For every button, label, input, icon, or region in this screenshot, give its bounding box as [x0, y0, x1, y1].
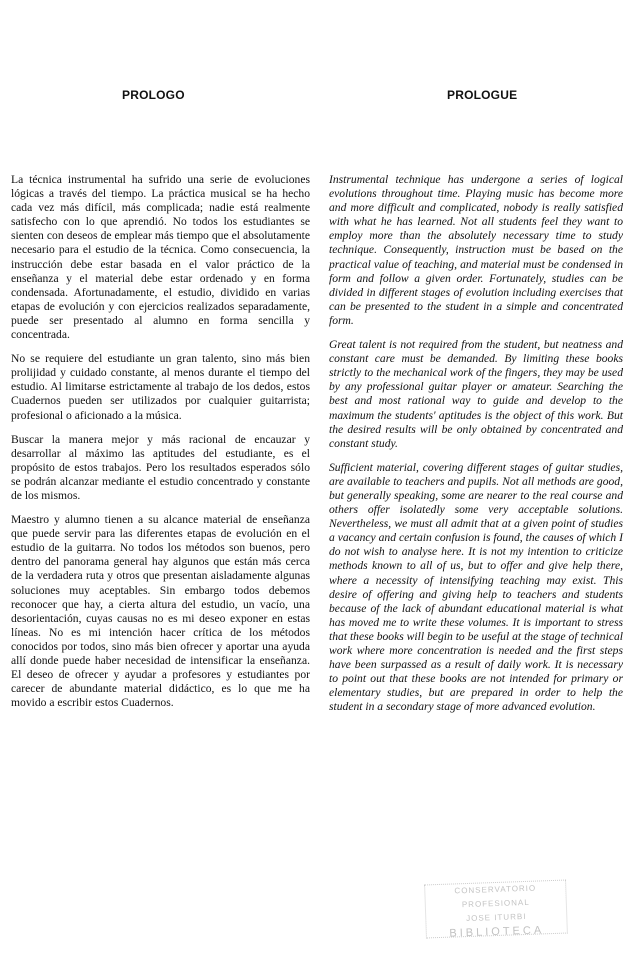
spanish-column	[11, 173, 310, 720]
library-stamp	[424, 880, 568, 939]
spanish-paragraph: Buscar la manera mejor y más racional de encauzar y desarrollar al máximo las aptitudes del estudiante, es el propósito de estos trabajos. Pero los resultados esperados sólo se podrán alcanzar mediante el estudio concentrado y constante de los mismos.	[11, 432, 310, 502]
stamp-line: BIBLIOTECA	[449, 924, 545, 940]
stamp-line: CONSERVATORIO PROFESIONAL	[454, 883, 537, 910]
spanish-heading: PROLOGO	[122, 88, 185, 102]
spanish-paragraph: La técnica instrumental ha sufrido una serie de evoluciones lógicas a través del tiempo. La práctica musical se ha hecho cada vez más difícil, más complicada; nadie está realmente satisfecho con lo que aprendió. No todos los estudiantes se sienten con deseos de emplear más tiempo que el absolutamente necesario para el estudio de la técnica. Como consecuencia, la instrucción debe estar basada en el valor práctico de la enseñanza y el material debe estar ordenado y en forma condensada. Afortunadamente, el estudio, dividido en varias etapas de evolución y con ejercicios realizados separadamente, puede ser presentado al alumno en forma sencilla y concentrada.	[11, 173, 310, 342]
english-column	[329, 173, 623, 724]
english-paragraph: Great talent is not required from the student, but neatness and constant care must be demanded. By limiting these books strictly to the mechanical work of the fingers, they may be used by any professional guitar player or amateur. Searching the best and most rational way to guide and develop to the maximum the students' aptitudes is the object of this work. But the desired results will be only obtained by concentrated and constant study.	[329, 338, 623, 450]
english-paragraph: Sufficient material, covering different stages of guitar studies, are available to teachers and pupils. Not all methods are good, but generally speaking, some are nearer to the real course and others offer isolatedly some very acceptable solutions. Nevertheless, we must all admit that at a given point of studies a vacancy and certain confusion is found, the causes of which I do not wish to analyse here. It is not my intention to criticize methods known to all of us, but to offer and give help there, where a necessity of intensifying teaching may exist. This desire of offering and giving help to teachers and students because of the lack of abundant educational material is what has moved me to write these volumes. It is important to stress that these books will begin to be useful at the stage of technical work where more concentration is needed and the first steps have been surpassed as a result of daily work. It is necessary to point out that these books are not intended for primary or elementary studies, but are prepared in order to help the student in a secondary stage of more advanced evolution.	[329, 460, 623, 714]
stamp-line: JOSE ITURBI	[465, 911, 527, 924]
english-heading: PROLOGUE	[447, 88, 518, 102]
spanish-paragraph: No se requiere del estudiante un gran talento, sino más bien prolijidad y cuidado constante, al menos durante el tiempo del estudio. Al limitarse estrictamente al trabajo de los dedos, estos Cuadernos pueden ser utilizados por cualquier guitarrista; profesional o aficionado a la música.	[11, 352, 310, 422]
english-paragraph: Instrumental technique has undergone a series of logical evolutions throughout time. Playing music has become more and more difficult and complicated, nobody is really satisfied with what he has learned. Not all students feel they want to employ more than the absolutely necessary time to study technique. Consequently, instruction must be based on the practical value of teaching, and material must be condensed in form and follow a given order. Fortunately, studies can be divided in different stages of evolution including exercises that can be presented to the student in a simple and concentrated form.	[329, 173, 623, 327]
spanish-paragraph: Maestro y alumno tienen a su alcance material de enseñanza que puede servir para las diferentes etapas de evolución en el estudio de la guitarra. No todos los métodos son buenos, pero dentro del panorama general hay algunos que están más cerca de la verdadera ruta y otros que presentan aisladamente algunas soluciones muy aceptables. Sin embargo todos debemos reconocer que hay, a cierta altura del estudio, un vacío, una desorientación, cuyas causas no es mi deseo exponer en estas líneas. No es mi intención hacer crítica de los métodos conocidos por todos, sino más bien ofrecer y aportar una ayuda allí donde puede haber necesidad de intensificar la enseñanza. El deseo de ofrecer y ayudar a profesores y estudiantes por carecer de abundante material didáctico, es lo que me ha movido a escribir estos Cuadernos.	[11, 513, 310, 710]
